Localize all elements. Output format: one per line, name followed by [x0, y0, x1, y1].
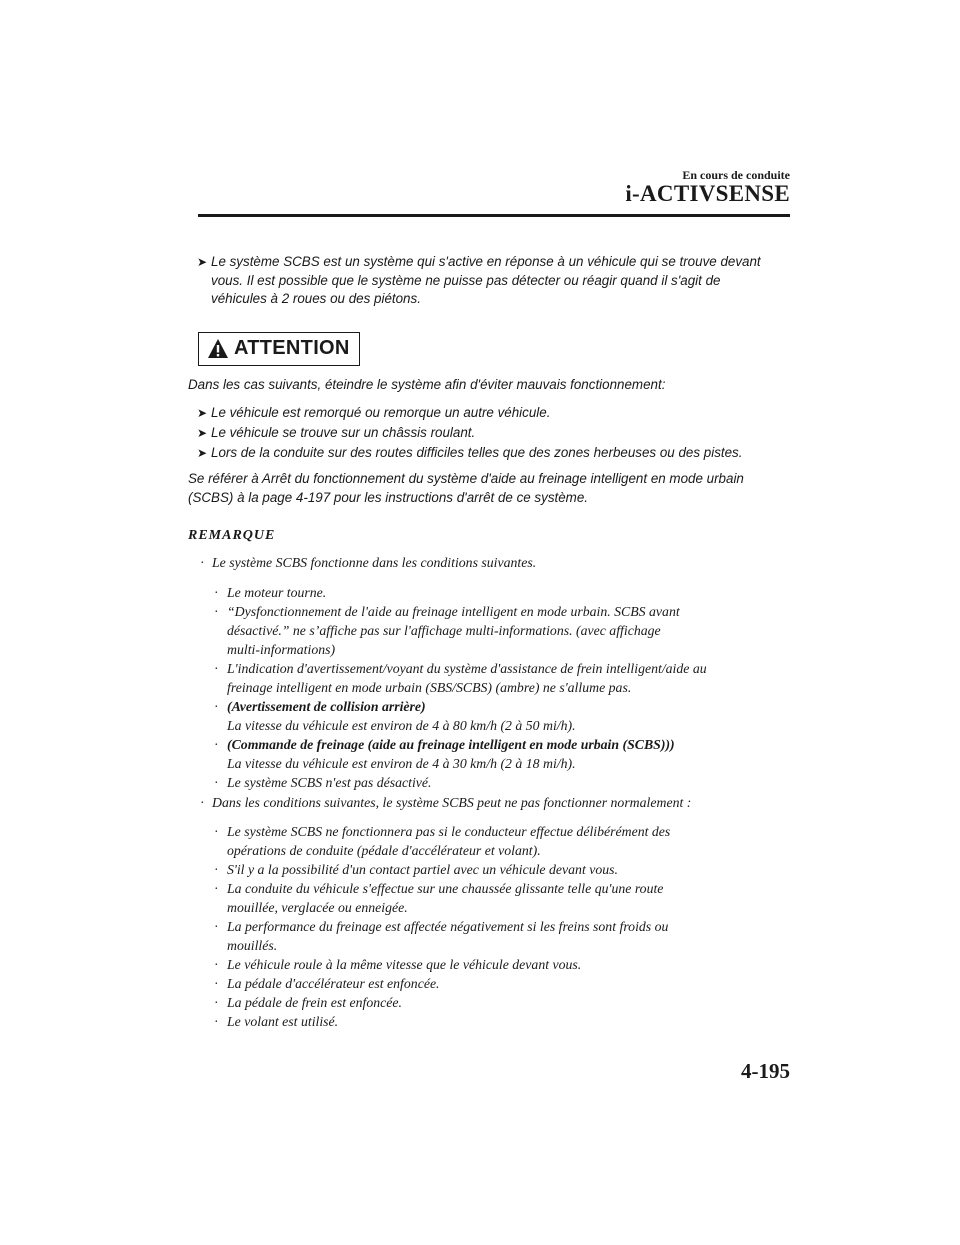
remark-line: freinage intelligent en mode urbain (SBS/SCBS) (ambre) ne s'allume pas.	[227, 680, 632, 695]
arrow-bullet-icon: ➤	[197, 255, 208, 269]
remark-item	[212, 735, 803, 773]
header-rule	[198, 214, 790, 217]
remark-line: La pédale d'accélérateur est enfoncée.	[227, 976, 440, 991]
remark-line: La vitesse du véhicule est environ de 4 à 80 km/h (2 à 50 mi/h).	[227, 718, 576, 733]
page-number: 4-195	[741, 1059, 790, 1083]
bullet-dot-icon: ·	[214, 957, 219, 972]
remark-title: REMARQUE	[188, 528, 276, 543]
remark-line: Le moteur tourne.	[227, 585, 327, 600]
attention-item-text: Le véhicule se trouve sur un châssis roulant.	[211, 425, 476, 440]
reference-line: (SCBS) à la page 4-197 pour les instructions d'arrêt de ce système.	[188, 489, 589, 505]
bullet-dot-icon: ·	[214, 824, 219, 839]
bullet-dot-icon: ·	[214, 976, 219, 991]
remark-bold-line: (Avertissement de collision arrière)	[227, 699, 426, 714]
remark-item	[212, 974, 803, 993]
bullet-dot-icon: ·	[214, 881, 219, 896]
attention-item-text: Lors de la conduite sur des routes difficiles telles que des zones herbeuses ou des pistes.	[211, 445, 743, 460]
remark-item	[212, 993, 803, 1012]
remark-line: La vitesse du véhicule est environ de 4 à 30 km/h (2 à 18 mi/h).	[227, 756, 576, 771]
remark-item	[212, 602, 803, 659]
remark-item	[212, 879, 803, 917]
remark-line: mouillée, verglacée ou enneigée.	[227, 900, 408, 915]
remark-group-heading	[198, 793, 802, 812]
remark-line: désactivé.” ne s’affiche pas sur l'affichage multi-informations. (avec affichage	[227, 623, 661, 638]
remark-item	[212, 773, 803, 792]
remark-line: multi-informations)	[227, 642, 336, 657]
remark-line: Le véhicule roule à la même vitesse que le véhicule devant vous.	[227, 957, 582, 972]
intro-line: vous. Il est possible que le système ne puisse pas détecter ou réagir quand il s'agit de	[211, 272, 721, 288]
remark-line: “Dysfonctionnement de l'aide au freinage intelligent en mode urbain. SCBS avant	[227, 604, 680, 619]
bullet-dot-icon: ·	[200, 795, 205, 810]
arrow-bullet-icon: ➤	[197, 426, 208, 440]
remark-item	[212, 1012, 803, 1031]
arrow-bullet-icon: ➤	[197, 406, 208, 420]
attention-label: ATTENTION	[234, 337, 350, 359]
attention-item	[188, 424, 801, 443]
remark-group-heading	[198, 553, 802, 572]
bullet-dot-icon: ·	[214, 604, 219, 619]
attention-item	[188, 404, 801, 423]
bullet-dot-icon: ·	[214, 699, 219, 714]
remark-line: Le système SCBS n'est pas désactivé.	[227, 775, 432, 790]
attention-item-text: Le véhicule est remorqué ou remorque un autre véhicule.	[211, 405, 551, 420]
attention-lead: Dans les cas suivants, éteindre le système afin d'éviter mauvais fonctionnement:	[188, 377, 666, 392]
bullet-dot-icon: ·	[214, 737, 219, 752]
remark-line: La performance du freinage est affectée négativement si les freins sont froids ou	[227, 919, 669, 934]
remark-line: opérations de conduite (pédale d'accélérateur et volant).	[227, 843, 541, 858]
attention-reference	[188, 470, 798, 507]
bullet-dot-icon: ·	[214, 862, 219, 877]
remark-item	[212, 917, 803, 955]
remark-bold-line: (Commande de freinage (aide au freinage intelligent en mode urbain (SCBS)))	[227, 737, 675, 752]
remark-line: L'indication d'avertissement/voyant du système d'assistance de frein intelligent/aide au	[227, 661, 707, 676]
remark-heading-text: Dans les conditions suivantes, le système SCBS peut ne pas fonctionner normalement :	[212, 795, 692, 810]
intro-bullet	[188, 253, 801, 309]
bullet-dot-icon: ·	[214, 995, 219, 1010]
remark-item	[212, 697, 803, 735]
arrow-bullet-icon: ➤	[197, 446, 208, 460]
remark-item	[212, 822, 803, 860]
bullet-dot-icon: ·	[214, 661, 219, 676]
remark-item	[212, 659, 803, 697]
attention-item	[188, 444, 801, 463]
remark-line: La conduite du véhicule s'effectue sur une chaussée glissante telle qu'une route	[227, 881, 664, 896]
remark-line: Le système SCBS ne fonctionnera pas si le conducteur effectue délibérément des	[227, 824, 671, 839]
remark-line: mouillés.	[227, 938, 278, 953]
remark-line: Le volant est utilisé.	[227, 1014, 339, 1029]
section-label: En cours de conduite	[682, 168, 790, 182]
remark-line: S'il y a la possibilité d'un contact partiel avec un véhicule devant vous.	[227, 862, 618, 877]
intro-line: véhicules à 2 roues ou des piétons.	[211, 291, 421, 306]
remark-item	[212, 583, 803, 602]
attention-box	[198, 332, 360, 366]
bullet-dot-icon: ·	[214, 775, 219, 790]
intro-line: Le système SCBS est un système qui s'active en réponse à un véhicule qui se trouve devant	[211, 254, 761, 269]
bullet-dot-icon: ·	[214, 1014, 219, 1029]
remark-item	[212, 860, 803, 879]
bullet-dot-icon: ·	[214, 585, 219, 600]
remark-heading-text: Le système SCBS fonctionne dans les conditions suivantes.	[212, 555, 537, 570]
remark-item	[212, 955, 803, 974]
page-title: i-ACTIVSENSE	[625, 181, 790, 206]
bullet-dot-icon: ·	[214, 919, 219, 934]
remark-line: La pédale de frein est enfoncée.	[227, 995, 402, 1010]
warning-icon	[207, 338, 229, 359]
bullet-dot-icon: ·	[200, 555, 205, 570]
reference-line: Se référer à Arrêt du fonctionnement du système d'aide au freinage intelligent en mode urbain	[188, 471, 744, 486]
